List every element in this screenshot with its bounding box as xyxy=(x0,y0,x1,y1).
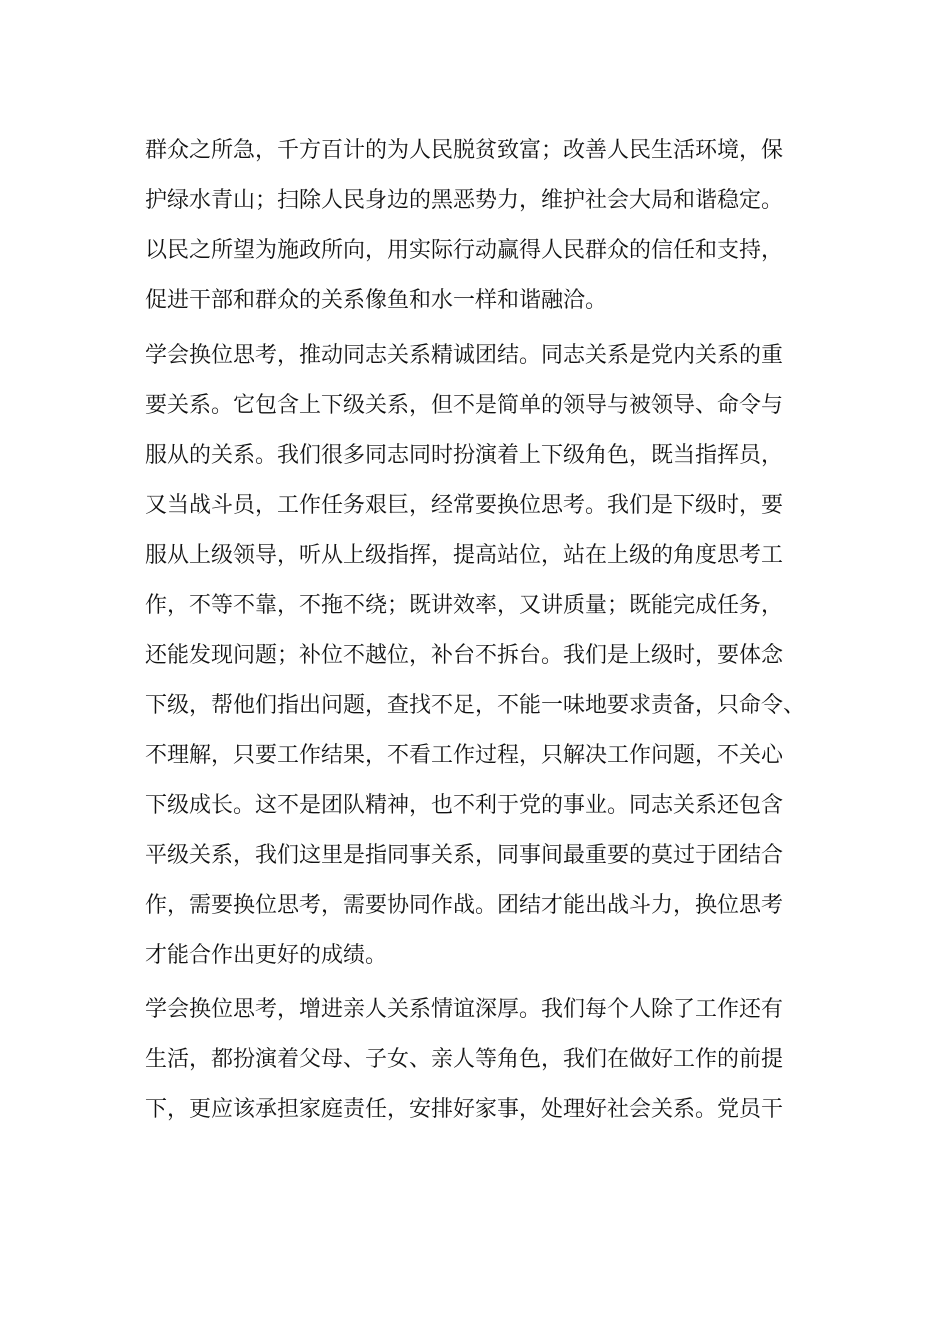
text-line: 下，更应该承担家庭责任，安排好家事，处理好社会关系。党员干 xyxy=(145,1097,784,1122)
text-line: 学会换位思考，增进亲人关系情谊深厚。我们每个人除了工作还有 xyxy=(145,997,784,1022)
text-line: 下级成长。这不是团队精神，也不利于党的事业。同志关系还包含 xyxy=(145,793,784,818)
text-line: 还能发现问题；补位不越位，补台不拆台。我们是上级时，要体念 xyxy=(145,643,784,668)
text-line: 作，不等不靠，不拖不绕；既讲效率，又讲质量；既能完成任务， xyxy=(145,593,784,618)
text-line: 才能合作出更好的成绩。 xyxy=(145,943,388,968)
text-line: 服从上级领导，听从上级指挥，提高站位，站在上级的角度思考工 xyxy=(145,543,784,568)
text-line: 下级，帮他们指出问题，查找不足，不能一味地要求责备，只命令、 xyxy=(145,693,806,718)
text-line: 促进干部和群众的关系像鱼和水一样和谐融洽。 xyxy=(145,288,608,313)
text-line: 作，需要换位思考，需要协同作战。团结才能出战斗力，换位思考 xyxy=(145,893,784,918)
text-line: 不理解，只要工作结果，不看工作过程，只解决工作问题，不关心 xyxy=(145,743,784,768)
text-line: 要关系。它包含上下级关系，但不是简单的领导与被领导、命令与 xyxy=(145,393,784,418)
text-line: 生活，都扮演着父母、子女、亲人等角色，我们在做好工作的前提 xyxy=(145,1047,784,1072)
text-line: 群众之所急，千方百计的为人民脱贫致富；改善人民生活环境，保 xyxy=(145,138,784,163)
text-line: 平级关系，我们这里是指同事关系，同事间最重要的莫过于团结合 xyxy=(145,843,784,868)
text-line: 又当战斗员，工作任务艰巨，经常要换位思考。我们是下级时，要 xyxy=(145,493,784,518)
text-line: 护绿水青山；扫除人民身边的黑恶势力，维护社会大局和谐稳定。 xyxy=(145,188,784,213)
text-line: 以民之所望为施政所向，用实际行动赢得人民群众的信任和支持， xyxy=(145,238,784,263)
text-line: 服从的关系。我们很多同志同时扮演着上下级角色，既当指挥员， xyxy=(145,443,784,468)
text-line: 学会换位思考，推动同志关系精诚团结。同志关系是党内关系的重 xyxy=(145,343,784,368)
